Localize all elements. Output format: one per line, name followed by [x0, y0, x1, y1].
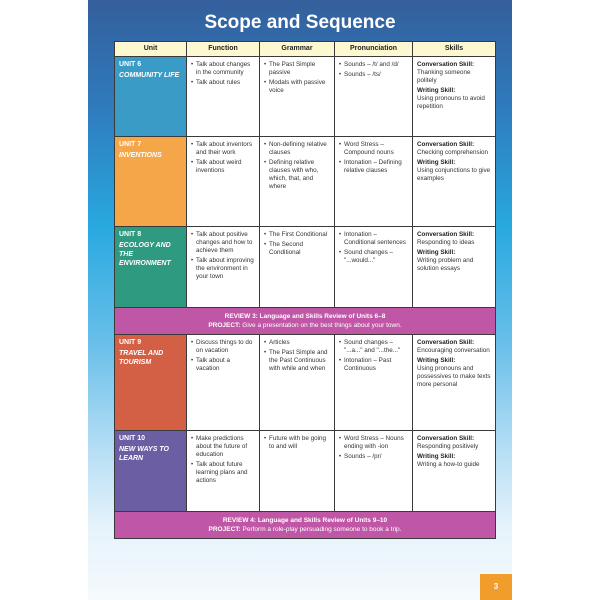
list-item: • Make predictions about the future of education: [191, 435, 255, 459]
skills-cell: [413, 137, 496, 227]
table-header-row: [115, 42, 496, 57]
list-item: • Intonation – Conditional sentences: [339, 231, 408, 247]
conversation-skill-label: Conversation Skill:: [417, 61, 475, 68]
function-cell: [187, 57, 260, 137]
pronunciation-cell: [335, 227, 413, 308]
conversation-skill: Responding positively: [417, 443, 479, 450]
pronunciation-cell: [335, 431, 413, 512]
page-number: 3: [480, 574, 512, 600]
list-item: • Talk about a vacation: [191, 357, 255, 373]
table-row-review-3: [115, 308, 496, 335]
function-cell: [187, 137, 260, 227]
project-label: PROJECT:: [208, 526, 241, 533]
conversation-skill: Encouraging conversation: [417, 347, 490, 354]
pronunciation-cell: [335, 57, 413, 137]
list-item: • Non-defining relative clauses: [264, 141, 330, 157]
writing-skill-label: Writing Skill:: [417, 249, 456, 256]
review-cell: [115, 308, 496, 335]
project-text: Give a presentation on the best things about your town.: [240, 322, 402, 329]
unit-number: UNIT 8: [119, 231, 142, 238]
skills-cell: [413, 431, 496, 512]
unit-cell: [115, 137, 187, 227]
grammar-cell: [260, 431, 335, 512]
list-item: • Sounds – /pr/: [339, 453, 408, 461]
header-unit: Unit: [115, 42, 187, 57]
conversation-skill-label: Conversation Skill:: [417, 141, 475, 148]
grammar-cell: [260, 335, 335, 431]
scope-and-sequence-table: [114, 41, 496, 539]
unit-name: NEW WAYS TO LEARN: [119, 446, 169, 462]
list-item: • Future with be going to and will: [264, 435, 330, 451]
function-cell: [187, 227, 260, 308]
grammar-cell: [260, 227, 335, 308]
table-row-unit-10: [115, 431, 496, 512]
list-item: • Sounds – /ts/: [339, 71, 408, 79]
table-row-review-4: [115, 512, 496, 539]
list-item: • Articles: [264, 339, 330, 347]
writing-skill: Using pronouns and possessives to make texts more personal: [417, 365, 491, 388]
conversation-skill-label: Conversation Skill:: [417, 339, 475, 346]
writing-skill-label: Writing Skill:: [417, 357, 456, 364]
list-item: • Modals with passive voice: [264, 79, 330, 95]
writing-skill-label: Writing Skill:: [417, 87, 456, 94]
review-title: REVIEW 4: Language and Skills Review of Units 9–10: [222, 517, 388, 524]
list-item: • Talk about changes in the community: [191, 61, 255, 77]
unit-cell: [115, 57, 187, 137]
list-item: • Talk about weird inventions: [191, 159, 255, 175]
unit-number: UNIT 10: [119, 435, 146, 442]
project-label: PROJECT:: [208, 322, 241, 329]
document-page: [88, 0, 512, 600]
list-item: • The Past Simple and the Past Continuous with while and when: [264, 349, 330, 373]
writing-skill-label: Writing Skill:: [417, 453, 456, 460]
table-row-unit-8: [115, 227, 496, 308]
unit-cell: [115, 335, 187, 431]
unit-number: UNIT 6: [119, 61, 142, 68]
writing-skill-label: Writing Skill:: [417, 159, 456, 166]
table-row-unit-7: [115, 137, 496, 227]
list-item: • Intonation – Past Continuous: [339, 357, 408, 373]
list-item: • Talk about improving the environment in your town: [191, 257, 255, 281]
unit-number: UNIT 7: [119, 141, 142, 148]
table-row-unit-9: [115, 335, 496, 431]
writing-skill: Using conjunctions to give examples: [417, 167, 491, 182]
list-item: • Word Stress – Nouns ending with -ion: [339, 435, 408, 451]
conversation-skill-label: Conversation Skill:: [417, 231, 475, 238]
skills-cell: [413, 335, 496, 431]
conversation-skill: Checking comprehension: [417, 149, 489, 156]
unit-name: TRAVEL AND TOURISM: [119, 350, 164, 366]
conversation-skill: Responding to ideas: [417, 239, 475, 246]
list-item: • The First Conditional: [264, 231, 330, 239]
list-item: • Sound changes – "...a..." and "...the...": [339, 339, 408, 355]
list-item: • Defining relative clauses with who, which, that, and where: [264, 159, 330, 191]
unit-number: UNIT 9: [119, 339, 142, 346]
function-cell: [187, 335, 260, 431]
unit-cell: [115, 431, 187, 512]
header-pronunciation: Pronunciation: [335, 42, 413, 57]
review-cell: [115, 512, 496, 539]
list-item: • Sounds – /t/ and /d/: [339, 61, 408, 69]
function-cell: [187, 431, 260, 512]
grammar-cell: [260, 137, 335, 227]
header-function: Function: [187, 42, 260, 57]
pronunciation-cell: [335, 335, 413, 431]
project-text: Perform a role-play persuading someone to book a trip.: [240, 526, 402, 533]
pronunciation-cell: [335, 137, 413, 227]
writing-skill: Using pronouns to avoid repetition: [417, 95, 485, 110]
list-item: • The Second Conditional: [264, 241, 330, 257]
list-item: • Talk about future learning plans and actions: [191, 461, 255, 485]
header-grammar: Grammar: [260, 42, 335, 57]
list-item: • Talk about inventors and their work: [191, 141, 255, 157]
list-item: • The Past Simple passive: [264, 61, 330, 77]
list-item: • Intonation – Defining relative clauses: [339, 159, 408, 175]
table-row-unit-6: [115, 57, 496, 137]
list-item: • Talk about positive changes and how to achieve them: [191, 231, 255, 255]
unit-name: INVENTIONS: [119, 152, 162, 159]
review-title: REVIEW 3: Language and Skills Review of Units 6–8: [224, 313, 386, 320]
unit-name: COMMUNITY LIFE: [119, 72, 180, 79]
grammar-cell: [260, 57, 335, 137]
list-item: • Word Stress – Compound nouns: [339, 141, 408, 157]
writing-skill: Writing problem and solution essays: [417, 257, 474, 272]
conversation-skill: Thanking someone politely: [417, 69, 471, 84]
unit-cell: [115, 227, 187, 308]
skills-cell: [413, 227, 496, 308]
skills-cell: [413, 57, 496, 137]
list-item: • Talk about rules: [191, 79, 255, 87]
header-skills: Skills: [413, 42, 496, 57]
page-title: Scope and Sequence: [204, 12, 396, 33]
writing-skill: Writing a how-to guide: [417, 461, 480, 468]
list-item: • Sound changes – "...would...": [339, 249, 408, 265]
conversation-skill-label: Conversation Skill:: [417, 435, 475, 442]
unit-name: ECOLOGY AND THE ENVIRONMENT: [119, 242, 171, 267]
list-item: • Discuss things to do on vacation: [191, 339, 255, 355]
